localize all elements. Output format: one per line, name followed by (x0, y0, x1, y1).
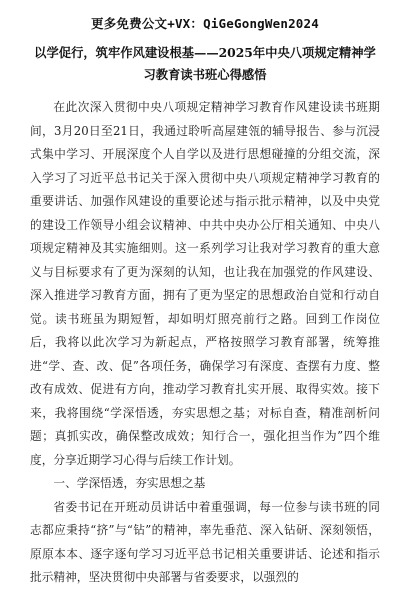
section-paragraph: 省委书记在开班动员讲话中着重强调，每一位参与读书班的同志都应秉持“挤”与“钻”的精神，率先垂范、深入钻研、深刻领悟，原原本本、逐字逐句学习习近平总书记相关重要讲话、论述和指示批示精神，坚决贯彻中央部署与省委要求，以强烈的 (30, 499, 380, 584)
section-heading: 一、学深悟透，夯实思想之基 (53, 476, 206, 490)
document-title: 以学促行，筑牢作风建设根基——2025年中央八项规定精神学习教育读书班心得感悟 (34, 45, 376, 82)
intro-paragraph: 在此次深入贯彻中央八项规定精神学习教育作风建设读书班期间，3月20日至21日，我通过聆听高屋建瓴的辅导报告、参与沉浸式集中学习、开展深度个人自学以及进行思想碰撞的分组交流，深入学习了习近平总书记关于深入贯彻中央八项规定精神学习教育的重要讲话、加强作风建设的重要论述与指示批示精神，以及中央党的建设工作领导小组会议精神、中共中央办公厅相关通知、中央八项规定精神及其实施细则。这一系列学习让我对学习教育的重大意义与目标要求有了更为深刻的认知，也让我在加强党的作风建设、深入推进学习教育方面，拥有了更为坚定的思想政治自觉和行动自觉。读书班虽为期短暂，却如明灯照亮前行之路。回到工作岗位后，我将以此次学习为新起点，严格按照学习教育部署，统筹推进“学、查、改、促”各项任务，确保学习有深度、查摆有力度、整改有成效、促进有方向，推动学习教育扎实开展、取得实效。接下来，我将围绕“学深悟透，夯实思想之基；对标自查，精准剖析问题；真抓实改，确保整改成效；知行合一，强化担当作为”四个维度，分享近期学习心得与后续工作计划。 (30, 100, 380, 467)
watermark-header: 更多免费公文+VX：QiGeGongWen2024 (91, 16, 319, 31)
